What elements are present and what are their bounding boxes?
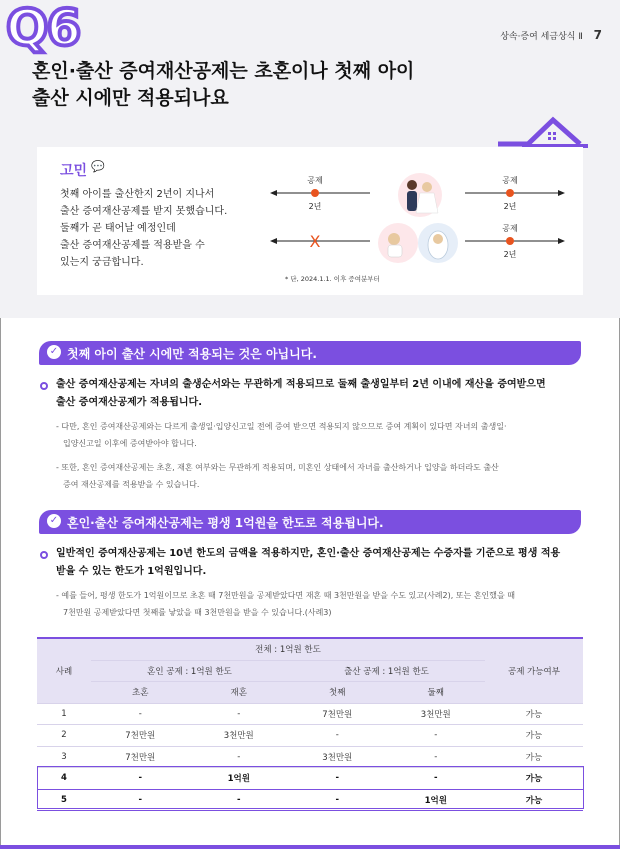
table-cell: - — [387, 725, 486, 747]
para-line: 출산 증여재산공제가 적용됩니다. — [56, 397, 203, 408]
wedding-couple-icon — [398, 173, 442, 217]
page-title — [32, 58, 592, 112]
baby-icon — [378, 223, 458, 263]
top-right-sub: 2년 — [503, 202, 517, 211]
table-cell: - — [288, 725, 387, 747]
concern-line: 첫째 아이를 출산한지 2년이 지나서 — [60, 189, 215, 200]
question-badge: Q6 — [6, 0, 80, 57]
top-left-sub: 2년 — [308, 202, 322, 211]
table-cell: 4 — [37, 768, 91, 790]
table-cell: 7천만원 — [288, 703, 387, 725]
header-total: 전체 : 1억원 한도 — [91, 638, 485, 660]
table-cell: 3 — [37, 746, 91, 768]
note-line: - 다만, 혼인 증여재산공제와는 다르게 출생일·입양신고일 전에 증여 받으면 적용되지 않으므로 증여 계획이 있다면 자녀의 출생일· — [56, 422, 507, 431]
concern-line: 있는지 궁금합니다. — [60, 257, 144, 268]
table-cell: 7천만원 — [91, 746, 190, 768]
table-cell: 1억원 — [190, 768, 289, 790]
house-roof-icon — [498, 114, 588, 148]
deduction-timeline-diagram — [270, 165, 570, 290]
table-row — [37, 703, 583, 725]
header-marriage: 혼인 공제 : 1억원 한도 — [91, 660, 288, 682]
table-cell: 1억원 — [387, 789, 486, 811]
table-cell: 2 — [37, 725, 91, 747]
section-heading-text: 혼인·출산 증여재산공제는 평생 1억원을 한도로 적용됩니다. — [67, 516, 384, 530]
table-cell: 가능 — [485, 746, 583, 768]
subheader-first-child: 첫째 — [288, 682, 387, 704]
check-icon: ✓ — [47, 345, 61, 359]
section-heading-1 — [39, 341, 581, 365]
table-row — [37, 725, 583, 747]
table-cell: 1 — [37, 703, 91, 725]
speech-bubble-icon: 💬 — [91, 160, 105, 173]
table-cell: 3천만원 — [288, 746, 387, 768]
check-icon: ✓ — [47, 514, 61, 528]
running-header — [500, 28, 602, 42]
table-cell: - — [190, 789, 289, 811]
note-line: 7천만원 공제받았다면 첫째를 낳았을 때 3천만원을 받을 수 있습니다.(사례3) — [63, 608, 332, 617]
subheader-second-child: 둘째 — [387, 682, 486, 704]
table-cell: - — [288, 789, 387, 811]
bullet-icon — [40, 382, 48, 390]
table-cell: 가능 — [485, 725, 583, 747]
top-left-label: 공제 — [307, 176, 323, 185]
table-cell: - — [190, 703, 289, 725]
section1-note-1 — [56, 418, 588, 452]
section-name: 상속·증여 세금상식 Ⅱ — [500, 32, 583, 42]
concern-line: 출산 증여재산공제를 받지 못했습니다. — [60, 206, 228, 217]
section2-paragraph — [56, 545, 588, 581]
section-heading-text: 첫째 아이 출산 시에만 적용되는 것은 아닙니다. — [67, 347, 317, 361]
bottom-accent-bar — [0, 845, 620, 849]
highlight-outline — [37, 766, 584, 809]
subheader-first-marriage: 초혼 — [91, 682, 190, 704]
concern-label: 고민 — [60, 163, 88, 179]
subheader-remarriage: 재혼 — [190, 682, 289, 704]
table-cell: 7천만원 — [91, 725, 190, 747]
note-line: - 예를 들어, 평생 한도가 1억원이므로 초혼 때 7천만원을 공제받았다면 재혼 때 3천만원을 받을 수도 있고(사례2), 또는 혼인했을 때 — [56, 591, 516, 600]
table-cell: 5 — [37, 789, 91, 811]
section-heading-2 — [39, 510, 581, 534]
header-possible: 공제 가능여부 — [485, 638, 583, 703]
para-line: 출산 증여재산공제는 자녀의 출생순서와는 무관하게 적용되므로 둘째 출생일부터 2년 이내에 재산을 증여받으면 — [56, 379, 546, 390]
header-case: 사례 — [37, 638, 91, 703]
table-cell: - — [288, 768, 387, 790]
top-right-label: 공제 — [502, 176, 518, 185]
title-line-2: 출산 시에만 적용되나요 — [32, 87, 229, 109]
table-cell: 가능 — [485, 789, 583, 811]
concern-line: 둘째가 곧 태어날 예정인데 — [60, 223, 176, 234]
note-line: 증여 재산공제를 적용받을 수 있습니다. — [63, 480, 200, 489]
timeline-dot — [506, 189, 514, 197]
table-cell: - — [91, 768, 190, 790]
page-number: 7 — [593, 28, 602, 42]
bottom-right-label: 공제 — [502, 224, 518, 233]
timeline-dot — [311, 189, 319, 197]
table-cell: - — [387, 768, 486, 790]
table-cell: 가능 — [485, 768, 583, 790]
table-cell: - — [190, 746, 289, 768]
section1-paragraph — [56, 376, 588, 412]
header-birth: 출산 공제 : 1억원 한도 — [288, 660, 485, 682]
table-row — [37, 746, 583, 768]
concern-line: 출산 증여재산공제를 적용받을 수 — [60, 240, 205, 251]
not-applicable-x-icon: X — [309, 232, 321, 251]
title-line-1: 혼인·출산 증여재산공제는 초혼이나 첫째 아이 — [32, 60, 415, 82]
table-cell: 3천만원 — [387, 703, 486, 725]
bottom-right-sub: 2년 — [503, 250, 517, 259]
note-line: - 또한, 혼인 증여재산공제는 초혼, 재혼 여부와는 무관하게 적용되며, 미혼인 상태에서 자녀를 출산하거나 입양을 하더라도 출산 — [56, 463, 499, 472]
section1-note-2 — [56, 459, 588, 493]
bullet-icon — [40, 551, 48, 559]
diagram-note: * 단, 2024.1.1. 이후 증여분부터 — [285, 275, 380, 283]
para-line: 일반적인 증여재산공제는 10년 한도의 금액을 적용하지만, 혼인·출산 증여재산공제는 수증자를 기준으로 평생 적용 — [56, 548, 561, 559]
table-cell: - — [91, 789, 190, 811]
table-cell: 3천만원 — [190, 725, 289, 747]
timeline-dot — [506, 237, 514, 245]
note-line: 입양신고일 이후에 증여받아야 합니다. — [63, 439, 197, 448]
para-line: 받을 수 있는 한도가 1억원입니다. — [56, 566, 207, 577]
table-cell: - — [91, 703, 190, 725]
table-cell: 가능 — [485, 703, 583, 725]
concern-text — [60, 186, 270, 271]
table-cell: - — [387, 746, 486, 768]
section2-note-1 — [56, 587, 588, 621]
